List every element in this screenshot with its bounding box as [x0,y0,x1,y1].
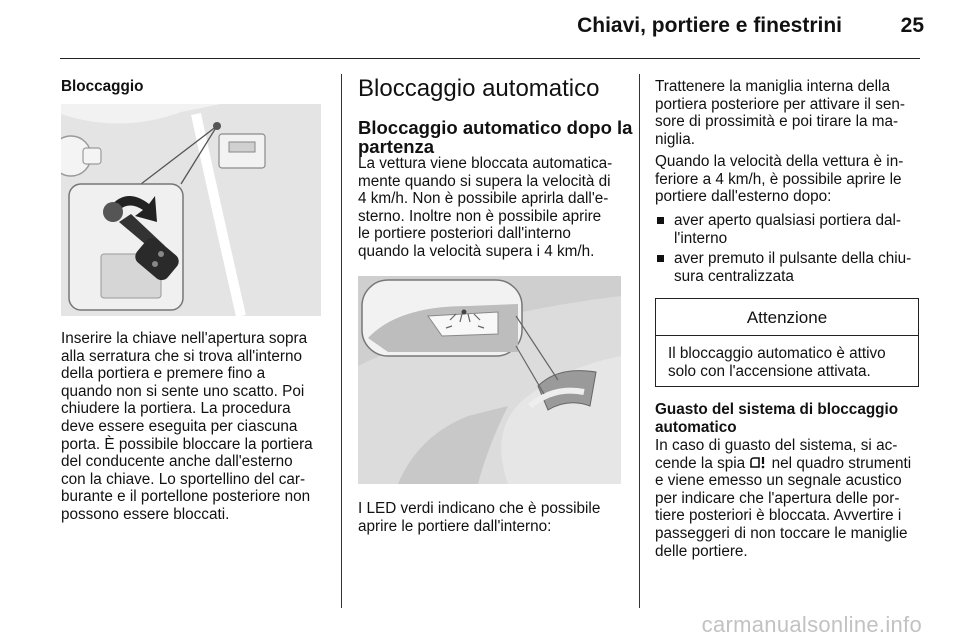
text-line: I LED verdi indicano che è possibile [358,500,601,517]
text-line: tiere posteriori è bloccata. Avvertire i [655,507,902,525]
text-line: quando non si sente uno scatto. Poi [61,382,305,400]
text-line: mente quando si supera la velocità di [358,172,611,190]
running-header-title: Chiavi, portiere e finestrini [577,14,842,37]
warning-body [656,336,918,380]
text-line: Trattenere la maniglia interna della [655,78,890,95]
header-rule [60,58,920,59]
list-item [655,212,925,247]
key-lock-drawing [61,104,321,316]
failure-paragraph [655,437,925,560]
column-divider-1 [341,74,342,608]
text-line: passeggeri di non toccare le maniglie [655,524,908,542]
warning-box [655,298,919,387]
subtitle-line: partenza [358,136,435,157]
bullet-square-icon [657,217,664,224]
text-line: e viene emesso un segnale acustico [655,472,902,490]
door-handle-drawing [358,276,621,484]
text-line: Inserire la chiave nell'apertura sopra [61,330,308,347]
text-line: della portiera e premere fino a [61,365,266,383]
text-line: aprire le portiere dall'interno: [358,517,552,535]
text-line: alla serratura che si trova all'interno [61,347,302,365]
led-caption [358,500,633,535]
auto-lock-paragraph [358,155,633,261]
text-line: portiera posteriore per attivare il sen- [655,95,905,113]
warning-title: Attenzione [656,299,918,336]
text-line: chiudere la portiera. La procedura [61,400,291,418]
text-line: Guasto del sistema di bloccaggio [655,401,899,418]
text-line: delle portiere. [655,542,748,560]
text-line: In caso di guasto del sistema, si ac- [655,437,898,454]
text-line: La vettura viene bloccata automatica- [358,155,613,172]
page-number: 25 [900,14,924,37]
text-line: l'interno [674,229,728,247]
section-heading-bloccaggio: Bloccaggio [61,78,144,95]
subtitle-line: Bloccaggio automatico dopo la [358,117,633,138]
door-lock-warning-icon [750,456,766,469]
text-line: porta. È possibile bloccare la portiera [61,435,313,453]
text-line: niglia. [655,130,695,148]
key-in-lock-illustration [61,104,321,316]
text-line: 4 km/h. Non è possibile aprirla dall'e- [358,190,609,208]
text-line: possono essere bloccati. [61,505,230,523]
text-fragment: nel quadro strumenti [771,454,912,472]
text-line: automatico [655,418,737,436]
text-line: sterno. Inoltre non è possibile aprire [358,207,602,225]
bloccaggio-paragraph [61,330,329,524]
section-title-bloccaggio-automatico: Bloccaggio automatico [358,75,600,102]
text-line: portiere dall'esterno dopo: [655,188,832,206]
text-line: aver aperto qualsiasi portiera dal- [674,212,902,229]
handle-sensor-paragraph [655,78,925,148]
failure-heading [655,401,925,436]
text-line: Quando la velocità della vettura è in- [655,153,904,170]
text-line: feriore a 4 km/h, è possibile aprire le [655,170,902,188]
text-line: aver premuto il pulsante della chiu- [674,250,912,268]
text-line [655,455,925,473]
text-line: per indicare che l'apertura delle por- [655,489,900,507]
text-line: sore di prossimità e poi tirare la ma- [655,113,899,131]
site-watermark: carmanualsonline.info [701,612,922,637]
text-line: quando la velocità supera i 4 km/h. [358,242,595,260]
text-fragment: cende la spia [655,454,746,472]
text-line: Il bloccaggio automatico è attivo [668,345,886,362]
subsection-title [358,118,632,156]
text-line: con la chiave. Lo sportellino del car- [61,470,306,488]
column-divider-2 [639,74,640,608]
list-item [655,250,925,285]
bullet-square-icon [657,255,664,262]
speed-condition-paragraph [655,153,925,206]
text-line: del conducente anche dall'esterno [61,453,293,471]
text-line: le portiere posteriori dall'interno [358,225,571,243]
text-line: burante e il portellone posteriore non [61,488,311,506]
text-line: deve essere eseguita per ciascuna [61,417,298,435]
bullet-list [655,212,925,285]
door-handle-led-illustration [358,276,621,484]
text-line: sura centralizzata [674,267,794,285]
text-line: solo con l'accensione attivata. [668,362,871,380]
